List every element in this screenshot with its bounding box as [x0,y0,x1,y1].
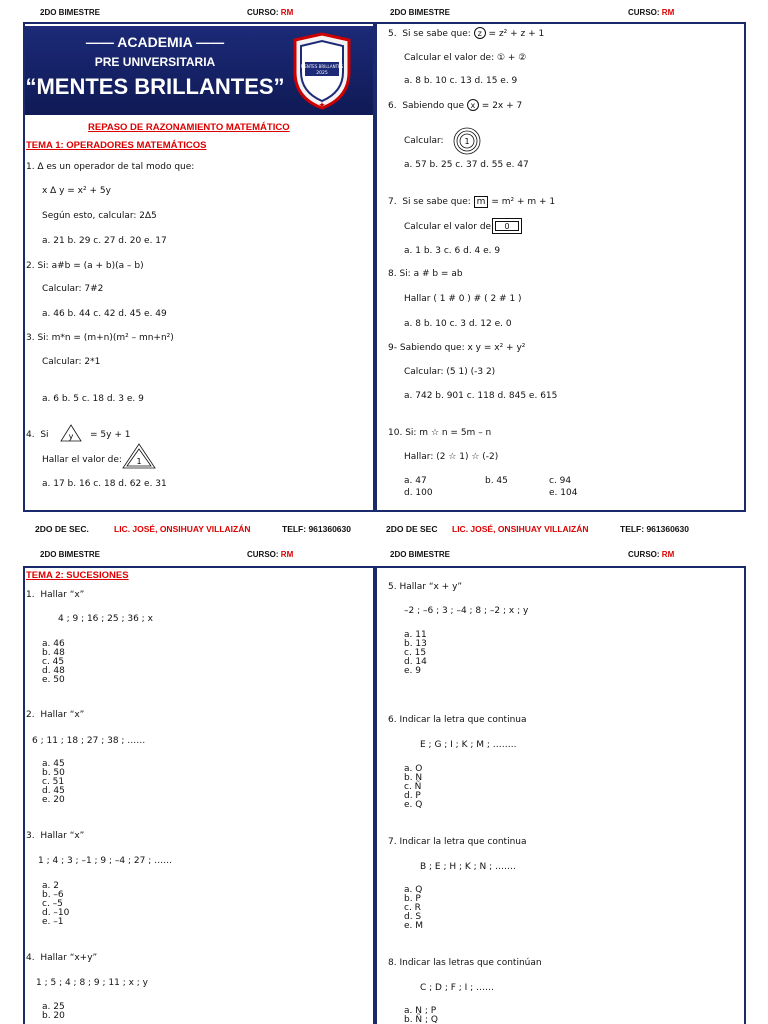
question-10-option-a: a. 47 [404,476,427,486]
seq-question-4-options: a. 25 b. 20 [42,1002,65,1021]
banner-mentes-brillantes: “MENTES BRILLANTES” [25,74,285,99]
question-2-options: a. 46 b. 44 c. 42 d. 45 e. 49 [42,309,167,319]
seq-question-7-options: a. Q b. P c. R d. S e. M [404,885,424,931]
question-4-definition: = 5y + 1 [90,430,131,440]
question-3-options: a. 6 b. 5 c. 18 d. 3 e. 9 [42,394,144,404]
seq-question-1-options: a. 46 b. 48 c. 45 d. 48 e. 50 [42,639,65,685]
seq-question-3-options: a. 2 b. –6 c. –5 d. –10 e. –1 [42,881,70,927]
question-6-options: a. 57 b. 25 c. 37 d. 55 e. 47 [404,160,529,170]
banner-academia: —— ACADEMIA —— [85,34,225,50]
question-6-prompt: Calcular: [404,136,444,146]
seq-question-6-sequence: E ; G ; I ; K ; M ; …….. [420,740,517,750]
question-7-options: a. 1 b. 3 c. 6 d. 4 e. 9 [404,246,501,256]
seq-question-2-options: a. 45 b. 50 c. 51 d. 45 e. 20 [42,759,65,805]
seq-question-5-sequence: –2 ; –6 ; 3 ; –4 ; 8 ; –2 ; x ; y [404,606,529,616]
question-2-prompt: Calcular: 7#2 [42,284,104,294]
question-8: 8. Si: a # b = ab [388,269,463,279]
question-9-options: a. 742 b. 901 c. 118 d. 845 e. 615 [404,391,558,401]
question-1: 1. ∆ es un operador de tal modo que: [26,162,195,172]
footer-grade: 2DO DE SEC. [35,524,89,534]
header-curso [247,8,293,17]
box-operator-icon: m [474,196,489,208]
shield-logo-icon [287,32,357,112]
worksheet-title: REPASO DE RAZONAMIENTO MATEMÁTICO [88,122,290,133]
seq-question-1: 1. Hallar “x” [26,590,85,600]
header-bimestre-right: 2DO BIMESTRE [390,8,451,17]
footer-teacher: LIC. JOSÉ, ONSIHUAY VILLAIZÁN [114,524,251,534]
header-bimestre-2: 2DO BIMESTRE [40,550,101,559]
triangle-nested-icon [122,443,156,469]
question-7-prompt: Calcular el valor de: [404,222,495,232]
seq-question-4-sequence: 1 ; 5 ; 4 ; 8 ; 9 ; 11 ; x ; y [36,978,149,988]
seq-question-7: 7. Indicar la letra que continua [388,837,527,847]
question-1-options: a. 21 b. 29 c. 27 d. 20 e. 17 [42,236,167,246]
seq-question-6-options: a. O b. N c. Ñ d. P e. Q [404,764,423,810]
svg-text:y: y [68,432,74,441]
footer-phone-right: TELF: 961360630 [620,524,689,534]
logo-text: MENTES BRILLANTES [300,64,344,69]
question-8-prompt: Hallar ( 1 # 0 ) # ( 2 # 1 ) [404,294,522,304]
question-2: 2. Si: a#b = (a + b)(a – b) [26,261,144,271]
curso-label: CURSO: [628,8,660,17]
seq-question-4: 4. Hallar “x+y” [26,953,98,963]
seq-question-5: 5. Hallar “x + y” [388,582,463,592]
right-panel-2 [375,566,746,1024]
curso-value: RM [280,8,294,17]
question-9-prompt: Calcular: (5 1) (-3 2) [404,367,496,377]
question-4-prompt: Hallar el valor de: [42,455,122,465]
svg-text:1: 1 [464,137,470,146]
question-10-prompt: Hallar: (2 ☆ 1) ☆ (-2) [404,452,499,462]
svg-text:1: 1 [136,457,142,466]
question-10-option-d: d. 100 [404,488,433,498]
header-bimestre: 2DO BIMESTRE [40,8,101,17]
banner-preuniversitaria: PRE UNIVERSITARIA [94,55,216,69]
seq-question-8-sequence: C ; D ; F ; I ; …… [420,983,495,993]
footer-grade-right: 2DO DE SEC [386,524,438,534]
header-curso-2-right: CURSO: RM [628,550,675,559]
question-8-options: a. 8 b. 10 c. 3 d. 12 e. 0 [404,319,512,329]
seq-question-2: 2. Hallar “x” [26,710,85,720]
question-3-prompt: Calcular: 2*1 [42,357,101,367]
question-9: 9- Sabiendo que: x y = x² + y² [388,343,526,353]
question-6: 6. Sabiendo que x = 2x + 7 [388,101,523,111]
logo-year: 2025 [316,71,328,76]
question-4: 4. Si [26,430,49,440]
seq-question-1-sequence: 4 ; 9 ; 16 ; 25 ; 36 ; x [58,614,153,624]
topic-1-heading: TEMA 1: OPERADORES MATEMÁTICOS [26,140,207,151]
question-5-prompt: Calcular el valor de: ① + ② [404,53,527,63]
footer-phone: TELF: 961360630 [282,524,351,534]
academy-banner [25,26,373,115]
footer-teacher-right: LIC. JOSÉ, ONSIHUAY VILLAIZÁN [452,524,589,534]
seq-question-3-sequence: 1 ; 4 ; 3 ; –1 ; 9 ; –4 ; 27 ; …… [38,856,173,866]
double-box-icon: 0 [492,218,522,234]
seq-question-3: 3. Hallar “x” [26,831,85,841]
header-curso-2: CURSO: RM [247,550,294,559]
concentric-circles-icon [452,126,482,156]
circle-operator-icon: x [467,99,479,111]
question-10-option-e: e. 104 [549,488,578,498]
curso-value: RM [661,8,675,17]
curso-label: CURSO: [247,8,279,17]
circle-operator-icon: z [474,27,486,39]
question-10-option-c: c. 94 [549,476,572,486]
seq-question-8-options: a. N ; P b. Ñ ; Q [404,1006,439,1024]
topic-2-heading: TEMA 2: SUCESIONES [26,570,129,581]
seq-question-7-sequence: B ; E ; H ; K ; N ; ……. [420,862,516,872]
seq-question-5-options: a. 11 b. 13 c. 15 d. 14 e. 9 [404,630,427,676]
triangle-operator-icon [60,424,82,442]
question-10-option-b: b. 45 [485,476,508,486]
seq-question-6: 6. Indicar la letra que continua [388,715,527,725]
seq-question-8: 8. Indicar las letras que continúan [388,958,542,968]
question-5: 5. Si se sabe que: z = z² + z + 1 [388,29,545,39]
question-10: 10. Si: m ☆ n = 5m – n [388,428,492,438]
seq-question-2-sequence: 6 ; 11 ; 18 ; 27 ; 38 ; …… [32,736,146,746]
question-4-options: a. 17 b. 16 c. 18 d. 62 e. 31 [42,479,167,489]
header-bimestre-2-right: 2DO BIMESTRE [390,550,451,559]
question-1-definition: x ∆ y = x² + 5y [42,186,111,196]
question-3: 3. Si: m*n = (m+n)(m² – mn+n²) [26,333,174,343]
question-5-options: a. 8 b. 10 c. 13 d. 15 e. 9 [404,76,518,86]
header-curso-right [628,8,674,17]
question-1-prompt: Según esto, calcular: 2∆5 [42,211,157,221]
question-7: 7. Si se sabe que: m = m² + m + 1 [388,197,556,207]
